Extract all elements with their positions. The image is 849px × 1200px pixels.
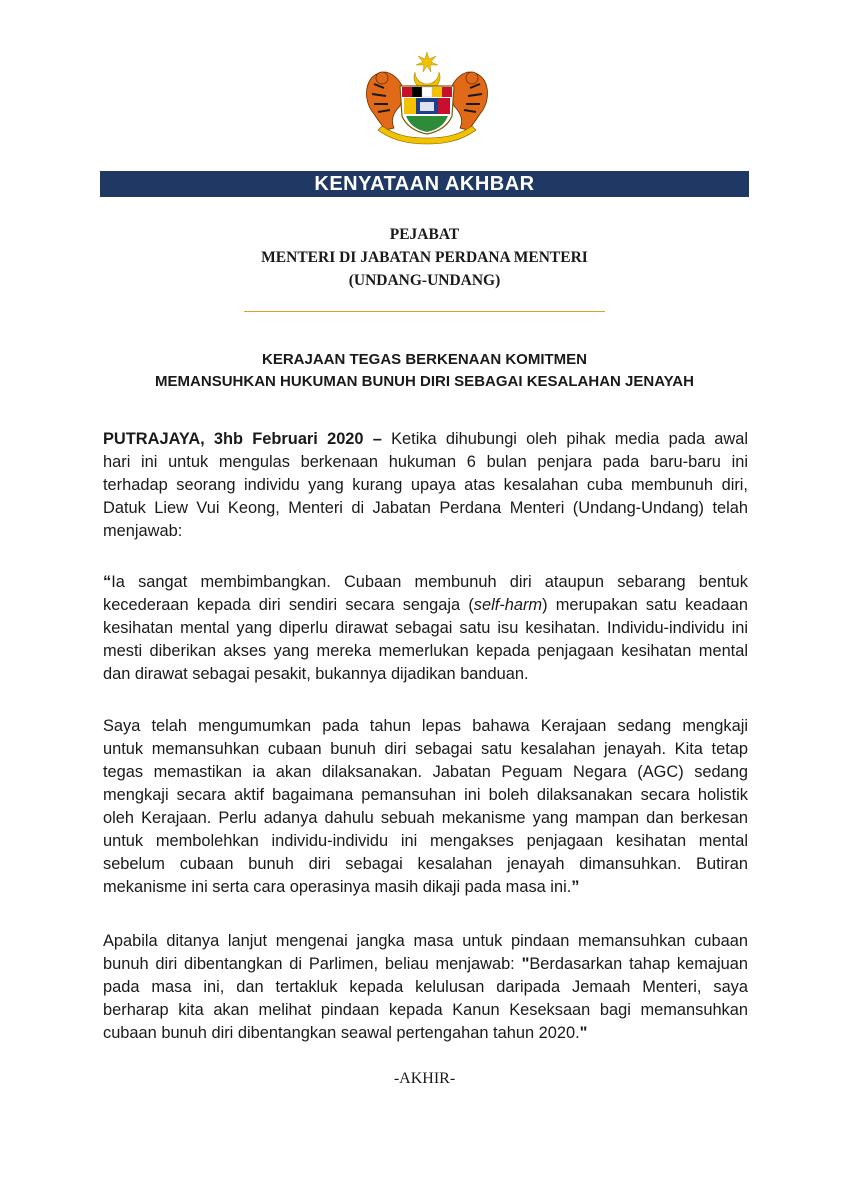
office-line-2: MENTERI DI JABATAN PERDANA MENTERI <box>261 249 588 266</box>
paragraph-line: sebelum cubaan bunuh diri sebagai kesalahan jenayah dimansuhkan. Butiran <box>103 855 748 873</box>
paragraph-line: dan dirawat sebagai pesakit, bukannya dijadikan banduan. <box>103 665 529 683</box>
paragraph-line: oleh Kerajaan. Perlu adanya dahulu sebuah mekanisme yang mampan dan berkesan <box>103 809 748 827</box>
open-quote: “ <box>103 573 112 591</box>
paragraph-line: mesti diberikan akses yang mereka memerlukan kepada penjagaan kesihatan mental <box>103 642 748 660</box>
paragraph-line: pada masa ini, dan tertakluk kepada kelulusan daripada Jemaah Menteri, saya <box>103 978 748 996</box>
office-line-1: PEJABAT <box>389 226 460 243</box>
paragraph-3 <box>103 715 748 899</box>
paragraph-line: “Ia sangat membimbangkan. Cubaan membunuh diri ataupun sebarang bentuk <box>103 573 748 591</box>
gold-divider <box>244 311 605 312</box>
coat-of-arms-icon <box>360 50 494 146</box>
paragraph-line: Saya telah mengumumkan pada tahun lepas bahawa Kerajaan sedang mengkaji <box>103 717 748 735</box>
paragraph-line: PUTRAJAYA, 3hb Februari 2020 – Ketika dihubungi oleh pihak media pada awal <box>103 430 748 448</box>
paragraph-4 <box>103 930 748 1045</box>
paragraph-line: terhadap seorang individu yang kurang upaya atas kesalahan cuba membunuh diri, <box>103 476 748 494</box>
dateline: PUTRAJAYA, 3hb Februari 2020 – <box>103 430 382 448</box>
paragraph-line: cubaan bunuh diri dibentangkan seawal pertengahan tahun 2020." <box>103 1024 588 1042</box>
headline-line-1: KERAJAAN TEGAS BERKENAAN KOMITMEN <box>261 351 587 368</box>
paragraph-line: Datuk Liew Vui Keong, Menteri di Jabatan Perdana Menteri (Undang-Undang) telah <box>103 499 748 517</box>
paragraph-line: menjawab: <box>103 522 183 540</box>
paragraph-line: kecederaan kepada diri sendiri secara sengaja (self-harm) merupakan satu keadaan <box>103 596 748 614</box>
paragraph-line: Apabila ditanya lanjut mengenai jangka masa untuk pindaan memansuhkan cubaan <box>103 932 748 950</box>
paragraph-1 <box>103 428 748 543</box>
office-line-3: (UNDANG-UNDANG) <box>348 272 501 289</box>
paragraph-line: hari ini untuk mengulas berkenaan hukuman 6 bulan penjara pada baru-baru ini <box>103 453 748 471</box>
paragraph-line: tegas memastikan ia akan dilaksanakan. Jabatan Peguam Negara (AGC) sedang <box>103 763 748 781</box>
open-quote: " <box>521 955 530 973</box>
paragraph-line: kesihatan mental yang diperlu dirawat sebagai satu isu kesihatan. Individu-individu ini <box>103 619 748 637</box>
italic-term: self-harm <box>473 596 543 614</box>
paragraph-line: untuk membolehkan individu-individu ini mengakses penjagaan kesihatan mental <box>103 832 748 850</box>
close-quote: " <box>579 1024 588 1042</box>
end-marker: -AKHIR- <box>393 1070 456 1087</box>
close-quote: ” <box>571 878 580 896</box>
headline <box>100 349 749 393</box>
paragraph-line: bunuh diri dibentangkan di Parlimen, beliau menjawab: "Berdasarkan tahap kemajuan <box>103 955 748 973</box>
paragraph-line: mekanisme ini serta cara operasinya masih dikaji pada masa ini.” <box>103 878 580 896</box>
paragraph-2 <box>103 571 748 686</box>
headline-line-2: MEMANSUHKAN HUKUMAN BUNUH DIRI SEBAGAI KESALAHAN JENAYAH <box>155 373 694 390</box>
paragraph-line: berharap kita akan melihat pindaan kepada Kanun Keseksaan bagi memansuhkan <box>103 1001 748 1019</box>
paragraph-line: mengkaji secara aktif bagaimana pemansuhan ini boleh dilaksanakan secara holistik <box>103 786 748 804</box>
press-release-banner: KENYATAAN AKHBAR <box>100 171 749 197</box>
paragraph-line: untuk memansuhkan cubaan bunuh diri sebagai satu kesalahan jenayah. Kita tetap <box>103 740 748 758</box>
issuing-office <box>100 223 749 292</box>
